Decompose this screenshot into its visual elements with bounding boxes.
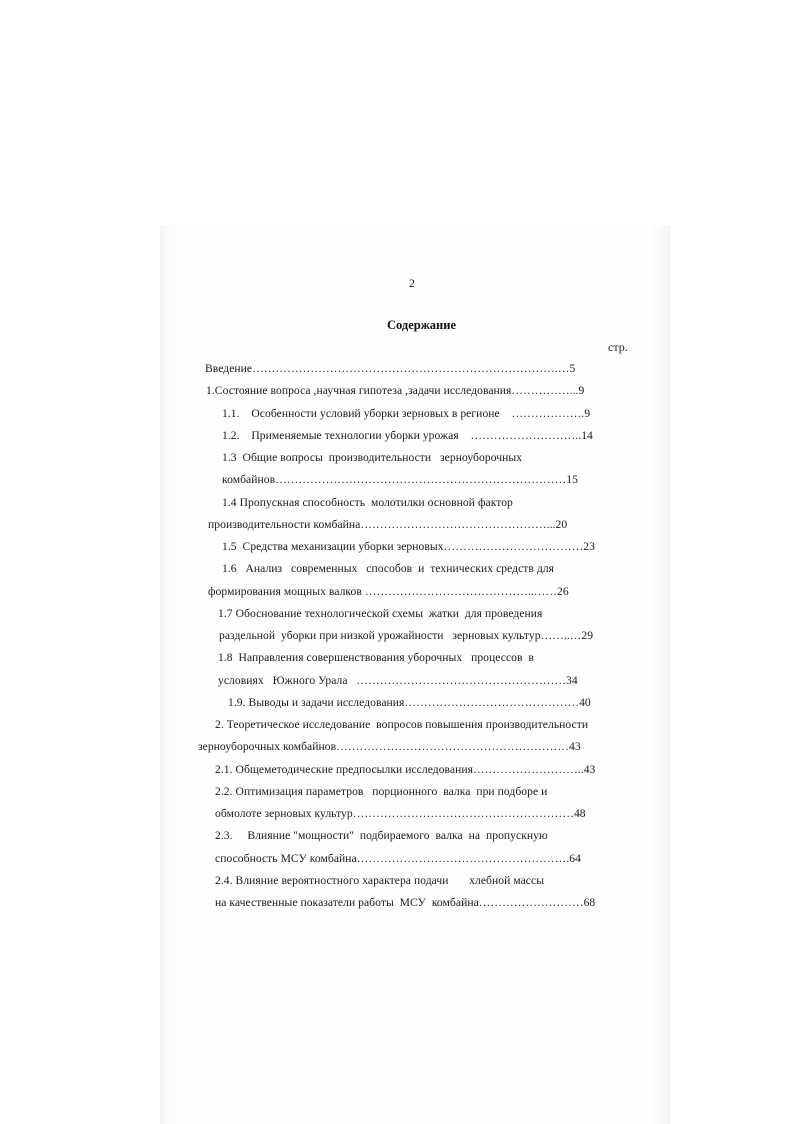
toc-line: зерноуборочных комбайнов……………………………………………………43 — [198, 740, 581, 753]
page-number: 2 — [409, 276, 415, 290]
toc-line: 2. Теоретическое исследование вопросов повышения производительности — [215, 718, 589, 731]
toc-line: обмолоте зерновых культур…………………………………………………48 — [215, 807, 586, 820]
toc-line: комбайнов…………………………………………………………………15 — [222, 473, 578, 486]
toc-line: 1.5 Средства механизации уборки зерновых………………………………23 — [222, 540, 595, 553]
toc-line: формирования мощных валков ……………………………………..……26 — [208, 585, 569, 598]
toc-line: 1.1. Особенности условий уборки зерновых в регионе ……………….9 — [222, 407, 591, 420]
toc-line: 2.3. Влияние "мощности" подбираемого валка на пропускную — [215, 829, 548, 842]
toc-line: 1.9. Выводы и задачи исследования………………………………………40 — [228, 696, 591, 709]
toc-line: 1.8 Направления совершенствования уборочных процессов в — [218, 651, 534, 664]
toc-line: 1.4 Пропускная способность молотилки основной фактор — [222, 496, 513, 509]
toc-line: на качественные показатели работы МСУ комбайна………………………68 — [215, 896, 596, 909]
toc-line: способность МСУ комбайна……………………………………………….64 — [215, 852, 581, 865]
toc-line: условиях Южного Урала ………………………………………………34 — [218, 674, 578, 687]
toc-line: 2.4. Влияние вероятностного характера подачи хлебной массы — [215, 874, 545, 887]
toc-line: 2.2. Оптимизация параметров порционного валка при подборе и — [215, 785, 548, 798]
toc-line: 1.3 Общие вопросы производительности зерноуборочных — [222, 451, 523, 464]
toc-line: 1.2. Применяемые технологии уборки урожая ………………………..14 — [222, 429, 593, 442]
toc-line: 1.6 Анализ современных способов и технических средств для — [222, 562, 555, 575]
toc-line: раздельной уборки при низкой урожайности зерновых культур……..…29 — [219, 629, 594, 642]
toc-line: 1.7 Обоснование технологической схемы жатки для проведения — [218, 607, 543, 620]
toc-line: 2.1. Общеметодические предпосылки исследования………………………..43 — [215, 763, 596, 776]
page-column-label: стр. — [608, 340, 628, 354]
toc-line: производительности комбайна…………………………………………...20 — [208, 518, 568, 531]
toc-line: 1.Состояние вопроса ,научная гипотеза ,задачи исследования……………...9 — [206, 384, 585, 397]
toc-line: Введение…………………………………………………………………….…5 — [205, 362, 576, 375]
toc-title: Содержание — [387, 318, 457, 332]
